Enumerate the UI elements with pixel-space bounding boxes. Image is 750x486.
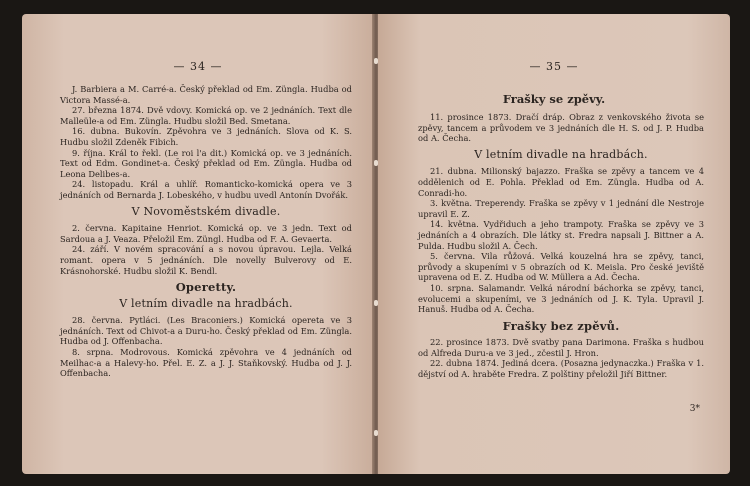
page-number-right: — 35 — — [529, 60, 579, 73]
entry-paragraph: 11. prosince 1873. Dračí dráp. Obraz z venkovského života se zpěvy, tancem a průvodem ve 3 jednáních dle H. S. od J. P. Hudba od A. Čecha. — [418, 112, 704, 144]
right-page — [378, 14, 730, 474]
entry-paragraph: 24. září. V novém spracování a s novou úpravou. Lejla. Velká romant. opera v 5 jednáních. Dle novelly Bulverovy od E. Krásnohorské. Hudbu složil K. Bendl. — [60, 244, 352, 276]
section-heading: Frašky bez zpěvů. — [502, 318, 620, 333]
entry-paragraph: 28. června. Pytláci. (Les Braconiers.) Komická opereta ve 3 jednáních. Text od Chivot-a a Duru-ho. Český překlad od Em. Züngla. Hudba od J. Offenbacha. — [60, 315, 352, 347]
left-page — [22, 14, 374, 474]
entry-paragraph: 21. dubna. Milionský bajazzo. Fraška se zpěvy a tancem ve 4 oddělenich od E. Pohla. Překlad od Em. Züngla. Hudba od A. Conradi-ho. — [418, 166, 704, 198]
subsection-heading: V letním divadle na hradbách. — [119, 296, 293, 310]
entry-paragraph: 22. prosince 1873. Dvě svatby pana Darimona. Fraška s hudbou od Alfreda Duru-a ve 3 jed., zčestil J. Hron. — [418, 337, 704, 358]
entry-paragraph: 22. dubna 1874. Jediná dcera. (Posazna jedynaczka.) Fraška v 1. dějství od A. hraběte Fredra. Z polštiny přeložil Jiří Bittner. — [418, 358, 704, 380]
section-heading: Operetty. — [175, 280, 237, 295]
left-page-text — [60, 84, 352, 379]
right-page-text — [418, 112, 704, 380]
entry-paragraph: 2. června. Kapitaine Henriot. Komická op. ve 3 jedn. Text od Sardoua a J. Veaza. Přeložil Em. Züngl. Hudba od F. A. Gevaerta. — [60, 223, 352, 244]
entry-paragraph: 9. října. Král to řekl. (Le roi l'a dit.) Komická op. ve 3 jednáních. Text od Edm. Gondinet-a. Český překlad od Em. Züngla. Hudba od Leona Delibes-a. — [60, 147, 352, 179]
entry-paragraph: 14. května. Vydřiduch a jeho trampoty. Fraška se zpěvy ve 3 jednáních a 4 obrazích. Dle látky st. Fredra napsali J. Bittner a A. Pulda. Hudbu složil A. Čech. — [418, 219, 704, 251]
entry-paragraph: J. Barbiera a M. Carré-a. Český překlad od Em. Züngla. Hudba od Victora Massé-a. — [60, 84, 352, 105]
entry-paragraph: 3. května. Treperendy. Fraška se zpěvy v 1 jednání dle Nestroje upravil E. Z. — [418, 198, 704, 219]
signature-mark: 3* — [689, 404, 700, 414]
right-page-title: Frašky se zpěvy. — [502, 92, 606, 106]
entry-paragraph: 16. dubna. Bukovín. Zpěvohra ve 3 jednáních. Slova od K. S. Hudbu složil Zdeněk Fibich. — [60, 126, 352, 147]
page-number-left: — 34 — — [173, 60, 223, 73]
entry-paragraph: 24. listopadu. Král a uhlíř. Romanticko-komická opera ve 3 jednáních od Bernarda J. Lobeského, v hudbu uvedl Antonín Dvořák. — [60, 179, 352, 200]
entry-paragraph: 8. srpna. Modrovous. Komická zpěvohra ve 4 jednáních od Meilhac-a a Halevy-ho. Přel. E. Z. a J. J. Staňkovský. Hudba od J. J. Offenbacha. — [60, 347, 352, 379]
entry-paragraph: 10. srpna. Salamandr. Velká národní báchorka se zpěvy, tanci, evolucemi a skupeními, ve 3 jednáních od J. K. Tyla. Upravil J. Hanuš. Hudba od A. Čecha. — [418, 282, 704, 315]
subsection-heading: V Novoměstském divadle. — [131, 204, 281, 218]
subsection-heading: V letním divadle na hradbách. — [474, 147, 648, 161]
entry-paragraph: 27. března 1874. Dvě vdovy. Komická op. ve 2 jednáních. Text dle Malleüle-a od Em. Züngla. Hudbu složil Bed. Smetana. — [60, 105, 352, 126]
entry-paragraph: 5. června. Vila růžová. Velká kouzelná hra se zpěvy, tanci, průvody a skupeními v 5 obrazích od K. Meisla. Pro české jeviště upravena od E. Z. Hudba od W. Müllera a Ad. Čecha. — [418, 251, 704, 283]
